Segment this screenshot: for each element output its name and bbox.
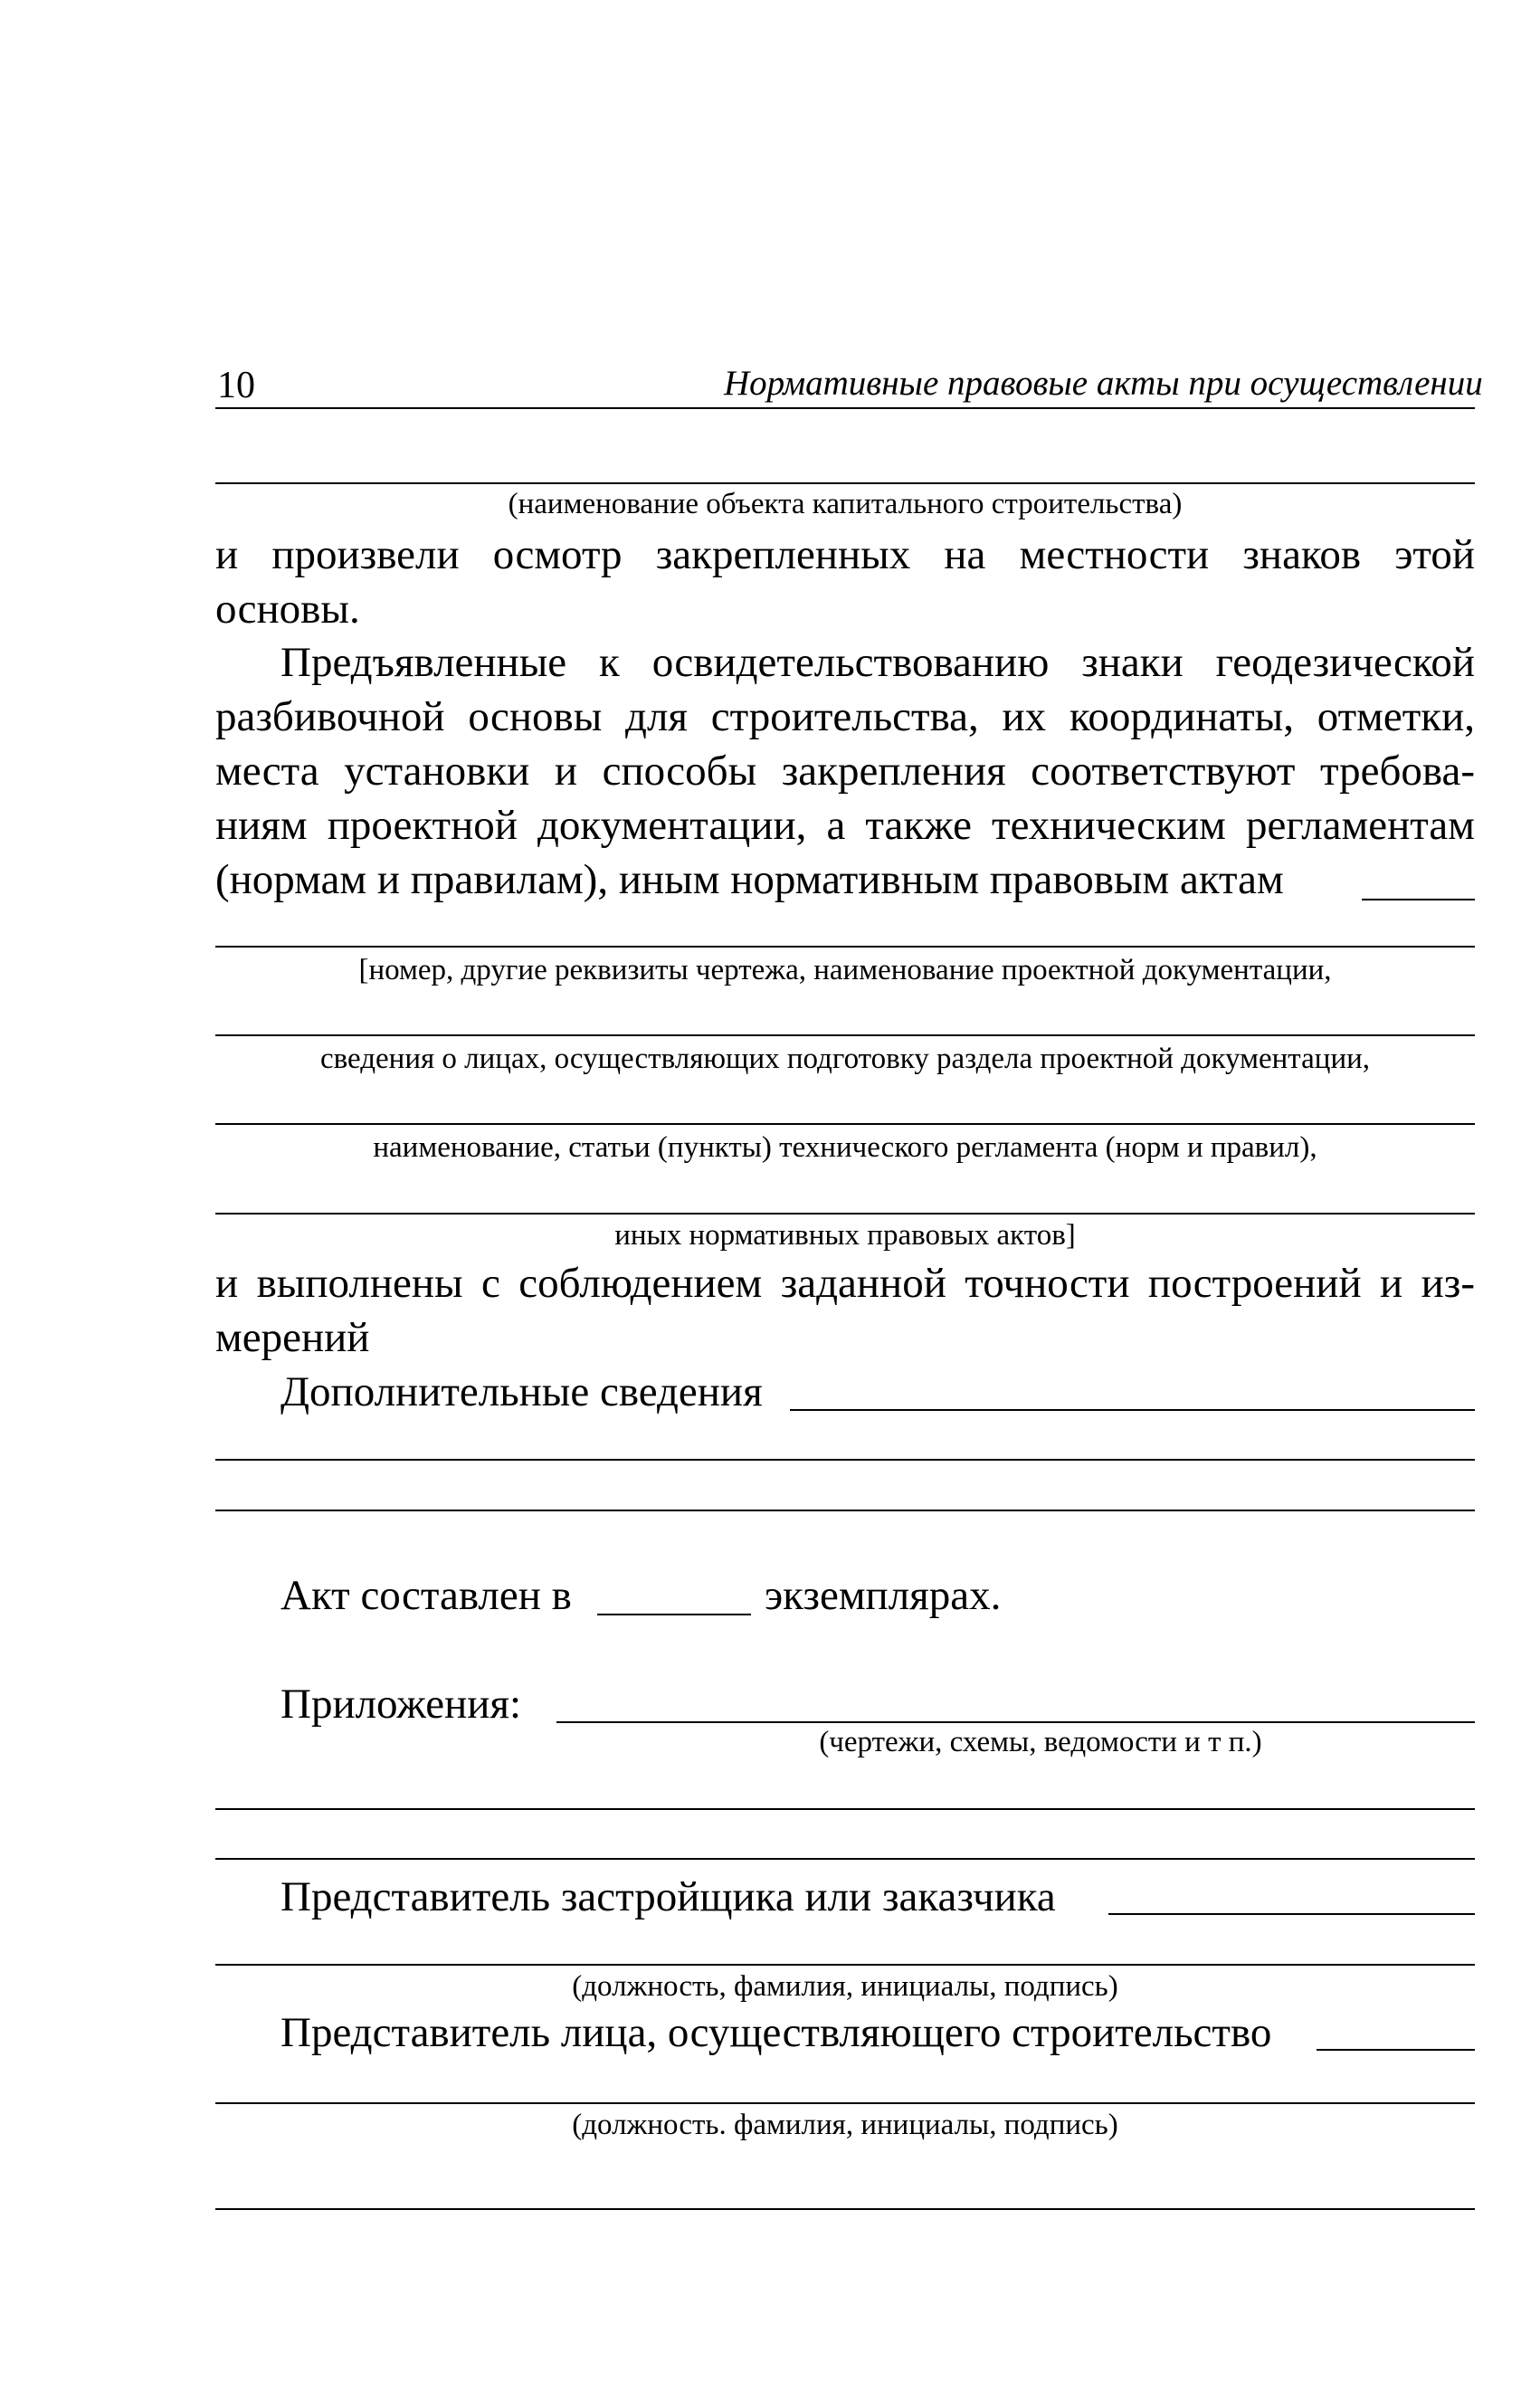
drawing-caption-4: иных нормативных правовых актов] (614, 1219, 1076, 1252)
appendix-label: Приложения: (280, 1681, 522, 1728)
drawing-caption-3: наименование, статьи (пункты) технического регламента (норм и правил), (373, 1131, 1317, 1164)
copies-count-blank[interactable] (597, 1614, 751, 1615)
additional-info-label: Дополнительные сведения (280, 1368, 763, 1415)
builder-rep-blank-1[interactable] (1317, 2049, 1475, 2051)
drawing-blank-4[interactable] (215, 1213, 1475, 1215)
drawing-blank-1[interactable] (215, 946, 1475, 948)
drawing-blank-3[interactable] (215, 1123, 1475, 1125)
page-number: 10 (217, 365, 255, 406)
running-title: Нормативные правовые акты при осуществлении (724, 364, 1483, 403)
body-line: (нормам и правилам), иным нормативным правовым актам (215, 856, 1284, 903)
body-line: мерений (215, 1314, 370, 1361)
additional-info-blank-1[interactable] (790, 1409, 1475, 1411)
drawing-caption-2: сведения о лицах, осуществляющих подготовку раздела проектной документации, (319, 1043, 1371, 1075)
acts-blank[interactable] (1362, 899, 1475, 900)
developer-sign-caption: (должность, фамилия, инициалы, подпись) (572, 1970, 1118, 2003)
builder-rep-blank-2[interactable] (215, 2102, 1475, 2104)
appendix-blank-3[interactable] (215, 1858, 1475, 1860)
appendix-blank-1[interactable] (556, 1721, 1475, 1723)
body-line: и выполнены с соблюдением заданной точности построений и из- (215, 1260, 1475, 1307)
drawing-blank-2[interactable] (215, 1034, 1475, 1036)
appendix-blank-2[interactable] (215, 1808, 1475, 1810)
body-line: ниям проектной документации, а также техническим регламентам (215, 802, 1475, 849)
developer-rep-label: Представитель застройщика или заказчика (280, 1873, 1056, 1920)
body-line: и произвели осмотр закрепленных на местности знаков этой (215, 531, 1475, 578)
copies-label: Акт составлен в (280, 1572, 572, 1619)
builder-sign-caption: (должность. фамилия, инициалы, подпись) (572, 2109, 1118, 2141)
additional-info-blank-2[interactable] (215, 1459, 1475, 1461)
appendix-caption: (чертежи, схемы, ведомости и т п.) (819, 1726, 1262, 1758)
copies-label-suffix: экземплярах. (765, 1572, 1002, 1619)
builder-rep-label: Представитель лица, осуществляющего строительство (280, 2009, 1272, 2056)
object-name-caption: (наименование объекта капитального строительства) (508, 488, 1183, 520)
drawing-caption-1: [номер, другие реквизиты чертежа, наименование проектной документации, (358, 954, 1332, 986)
header-rule (215, 407, 1475, 409)
body-line: основы. (215, 586, 360, 633)
additional-info-blank-3[interactable] (215, 1510, 1475, 1511)
body-line: Предъявленные к освидетельствованию знаки геодезической (280, 639, 1475, 686)
developer-rep-blank-1[interactable] (1108, 1913, 1475, 1915)
trailing-blank[interactable] (215, 2208, 1475, 2210)
body-line: места установки и способы закрепления соответствуют требова- (215, 748, 1475, 795)
object-name-blank[interactable] (215, 482, 1475, 484)
developer-rep-blank-2[interactable] (215, 1964, 1475, 1966)
body-line: разбивочной основы для строительства, их координаты, отметки, (215, 693, 1475, 740)
